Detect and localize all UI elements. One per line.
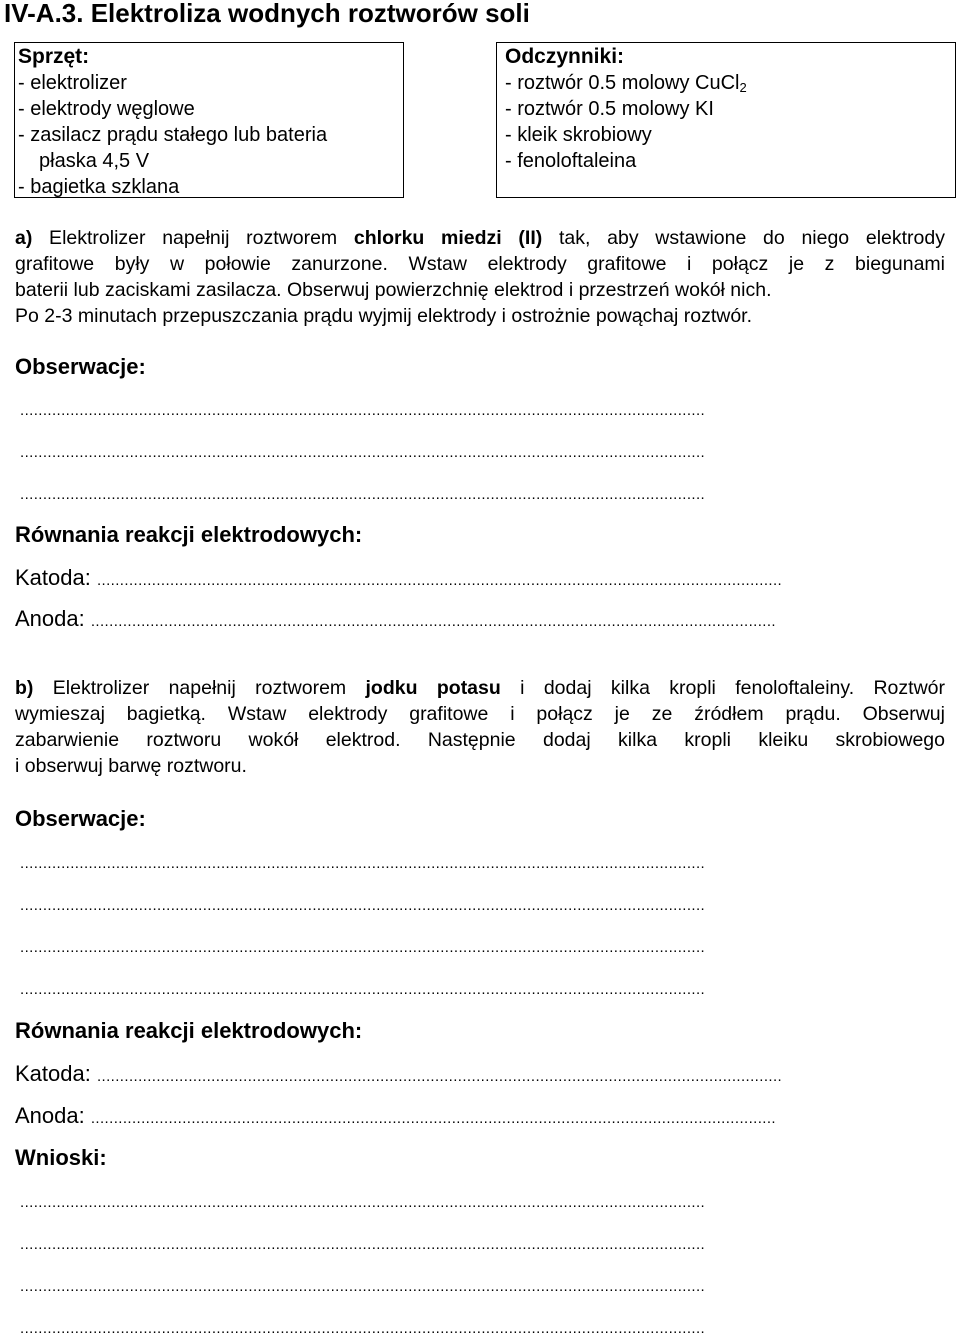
- part-b-label: b): [15, 677, 34, 699]
- answer-line[interactable]: ......................................................................................................................................................: [20, 1237, 706, 1253]
- page-title: IV-A.3. Elektroliza wodnych roztworów soli: [4, 0, 530, 28]
- cathode-row-b[interactable]: [15, 1061, 949, 1090]
- part-b-instructions: [15, 675, 945, 779]
- answer-line[interactable]: ......................................................................................................................................................: [90, 1110, 776, 1127]
- equipment-item: płaska 4,5 V: [39, 150, 150, 172]
- answer-line[interactable]: ......................................................................................................................................................: [20, 982, 706, 998]
- part-a-line: [15, 225, 945, 251]
- part-b-line: wymieszaj bagietką. Wstaw elektrody grafitowe i połącz je ze źródłem prądu. Obserwuj: [15, 703, 945, 725]
- reagent-item: [505, 70, 747, 96]
- cathode-label: Katoda:: [15, 565, 91, 590]
- text: Elektrolizer napełnij roztworem: [32, 227, 354, 249]
- answer-line[interactable]: ......................................................................................................................................................: [20, 487, 706, 503]
- answer-line[interactable]: ......................................................................................................................................................: [20, 940, 706, 956]
- anode-label: Anoda:: [15, 1103, 85, 1128]
- answer-line[interactable]: ......................................................................................................................................................: [20, 1279, 706, 1295]
- equipment-item: - elektrolizer: [18, 72, 127, 94]
- answer-line[interactable]: ......................................................................................................................................................: [20, 856, 706, 872]
- equipment-item: - elektrody węglowe: [18, 98, 195, 120]
- part-b-line: i obserwuj barwę roztworu.: [15, 755, 247, 777]
- equipment-item: - zasilacz prądu stałego lub bateria: [18, 124, 328, 146]
- equipment-heading: Sprzęt:: [18, 45, 90, 68]
- anode-label: Anoda:: [15, 606, 85, 631]
- cathode-row-a[interactable]: [15, 565, 949, 594]
- observations-heading-a: Obserwacje:: [15, 354, 146, 379]
- subscript: 2: [739, 80, 747, 95]
- equations-heading-b: Równania reakcji elektrodowych:: [15, 1018, 363, 1043]
- part-a-line: grafitowe były w połowie zanurzone. Wstaw elektrody grafitowe i połącz je z biegunami: [15, 253, 945, 275]
- answer-line[interactable]: ......................................................................................................................................................: [20, 1321, 706, 1337]
- answer-line[interactable]: ......................................................................................................................................................: [20, 898, 706, 914]
- reagent-item: - kleik skrobiowy: [505, 124, 652, 146]
- reagent-item: - fenoloftaleina: [505, 150, 637, 172]
- substance-name: chlorku miedzi (II): [353, 227, 543, 249]
- text: i dodaj kilka kropli fenoloftaleiny. Roztwór: [500, 677, 945, 699]
- substance-name: jodku potasu: [365, 677, 501, 699]
- conclusions-heading: Wnioski:: [15, 1145, 107, 1170]
- part-a-label: a): [15, 227, 33, 249]
- equations-heading-a: Równania reakcji elektrodowych:: [15, 522, 363, 547]
- reagents-box: [496, 42, 956, 198]
- part-a-line: Po 2-3 minutach przepuszczania prądu wyjmij elektrody i ostrożnie powąchaj roztwór.: [15, 305, 753, 327]
- answer-line[interactable]: ......................................................................................................................................................: [20, 1195, 706, 1211]
- reagents-heading: Odczynniki:: [505, 45, 625, 68]
- answer-line[interactable]: ......................................................................................................................................................: [90, 613, 776, 630]
- part-a-line: baterii lub zaciskami zasilacza. Obserwuj powierzchnię elektrod i przestrzeń wokół nich.: [15, 279, 772, 301]
- cathode-label: Katoda:: [15, 1061, 91, 1086]
- reagent-cucl-text: - roztwór 0.5 molowy CuCl: [505, 72, 740, 94]
- observations-heading-b: Obserwacje:: [15, 806, 146, 831]
- answer-line[interactable]: ......................................................................................................................................................: [20, 403, 706, 419]
- part-b-line: zabarwienie roztworu wokół elektrod. Następnie dodaj kilka kropli kleiku skrobiowego: [15, 729, 945, 751]
- reagent-item: - roztwór 0.5 molowy KI: [505, 98, 714, 120]
- text: Elektrolizer napełnij roztworem: [33, 677, 366, 699]
- answer-line[interactable]: ......................................................................................................................................................: [20, 445, 706, 461]
- answer-line[interactable]: ......................................................................................................................................................: [96, 1068, 783, 1085]
- part-a-instructions: [15, 225, 945, 329]
- anode-row-a[interactable]: [15, 606, 949, 635]
- part-b-line: [15, 675, 945, 701]
- equipment-box: [14, 42, 404, 198]
- equipment-item: - bagietka szklana: [18, 176, 180, 198]
- text: tak, aby wstawione do niego elektrody: [542, 227, 945, 249]
- anode-row-b[interactable]: [15, 1103, 949, 1132]
- answer-line[interactable]: ......................................................................................................................................................: [96, 572, 783, 589]
